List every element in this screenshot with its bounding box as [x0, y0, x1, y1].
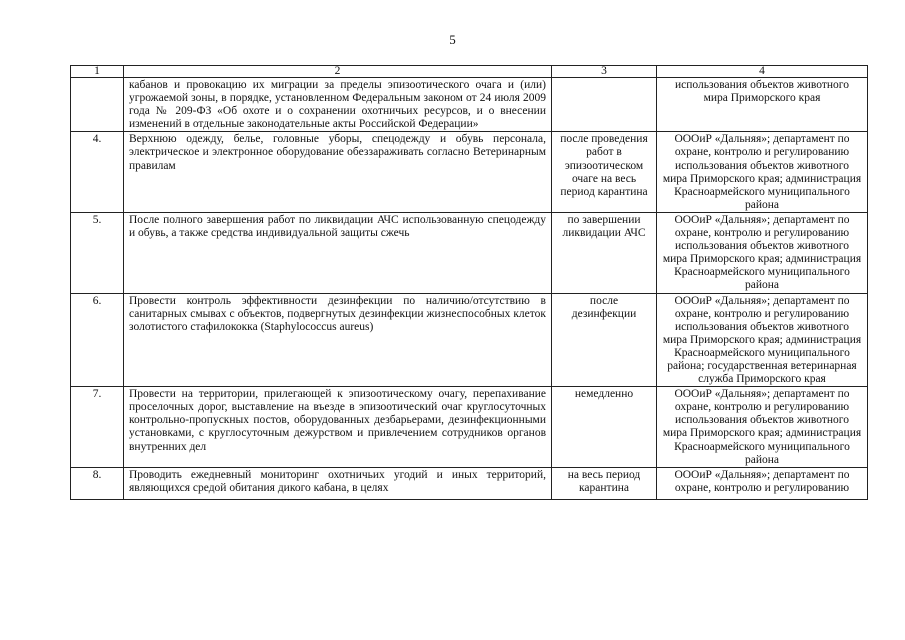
column-header: 1 — [71, 66, 124, 78]
term-text: по завершении ликвидации АЧС — [552, 212, 657, 293]
measure-text — [124, 467, 552, 499]
table-row — [71, 132, 868, 213]
executor-text — [657, 467, 868, 499]
row-number: 5. — [71, 212, 124, 293]
term-text: после дезинфекции — [552, 293, 657, 387]
term-text-clip: на весь период карантина — [567, 468, 641, 494]
row-number: 8. — [71, 467, 124, 499]
measure-text-clip: Проводить ежедневный мониторинг охотничьих угодий и иных территорий, являющихся средой обитания дикого кабана, в целях — [129, 468, 546, 494]
column-header: 4 — [657, 66, 868, 78]
row-number — [71, 78, 124, 132]
executor-text: ОООиР «Дальняя»; департамент по охране, контролю и регулированию использования объектов животного мира Приморского края; администрация Красноармейского муниципального района — [657, 387, 868, 468]
term-text: после проведения работ в эпизоотическом очаге на весь период карантина — [552, 132, 657, 213]
executor-text: ОООиР «Дальняя»; департамент по охране, контролю и регулированию использования объектов животного мира Приморского края; администрация Красноармейского муниципального района; государственная ветеринарная служба Приморского края — [657, 293, 868, 387]
column-header: 3 — [552, 66, 657, 78]
executor-text: ОООиР «Дальняя»; департамент по охране, контролю и регулированию использования объектов животного мира Приморского края; администрация Красноармейского муниципального района — [657, 212, 868, 293]
measure-text: После полного завершения работ по ликвидации АЧС использованную спецодежду и обувь, а также средства индивидуальной защиты сжечь — [124, 212, 552, 293]
row-number: 7. — [71, 387, 124, 468]
executor-text: использования объектов животного мира Приморского края — [657, 78, 868, 132]
table-row — [71, 78, 868, 132]
term-text — [552, 78, 657, 132]
table-header-row — [71, 66, 868, 78]
column-header: 2 — [124, 66, 552, 78]
row-number: 4. — [71, 132, 124, 213]
measure-text: кабанов и провокацию их миграции за пределы эпизоотического очага и (или) угрожаемой зоны, в порядке, установленном Федеральным законом от 24 июля 2009 года № 209-ФЗ «Об охоте и о сохранении охотничьих ресурсов, и о внесении изменений в отдельные законодательные акты Российской Федерации» — [124, 78, 552, 132]
table-row — [71, 467, 868, 499]
term-text: немедленно — [552, 387, 657, 468]
executor-text: ОООиР «Дальняя»; департамент по охране, контролю и регулированию использования объектов животного мира Приморского края; администрация Красноармейского муниципального района — [657, 132, 868, 213]
table-row — [71, 212, 868, 293]
measure-text: Провести контроль эффективности дезинфекции по наличию/отсутствию в санитарных смывах с объектов, подвергнутых дезинфекции жизнеспособных клеток золотистого стафилококка (Staphylococcus aureus) — [124, 293, 552, 387]
measure-text: Провести на территории, прилегающей к эпизоотическому очагу, перепахивание проселочных дорог, выставление на въезде в эпизоотический очаг круглосуточных контрольно-пропускных постов, оборудованных дезбарьерами, дезинфекционными установками, с круглосуточным дежурством и привлечением сотрудников органов внутренних дел — [124, 387, 552, 468]
measures-table — [70, 65, 868, 500]
term-text — [552, 467, 657, 499]
table-row — [71, 387, 868, 468]
row-number: 6. — [71, 293, 124, 387]
page-number: 5 — [449, 32, 456, 47]
measure-text: Верхнюю одежду, белье, головные уборы, спецодежду и обувь персонала, электрическое и электронное оборудование обеззараживать согласно Ветеринарным правилам — [124, 132, 552, 213]
table-row — [71, 293, 868, 387]
executor-text-clip: ОООиР «Дальняя»; департамент по охране, контролю и регулированию — [674, 468, 850, 494]
